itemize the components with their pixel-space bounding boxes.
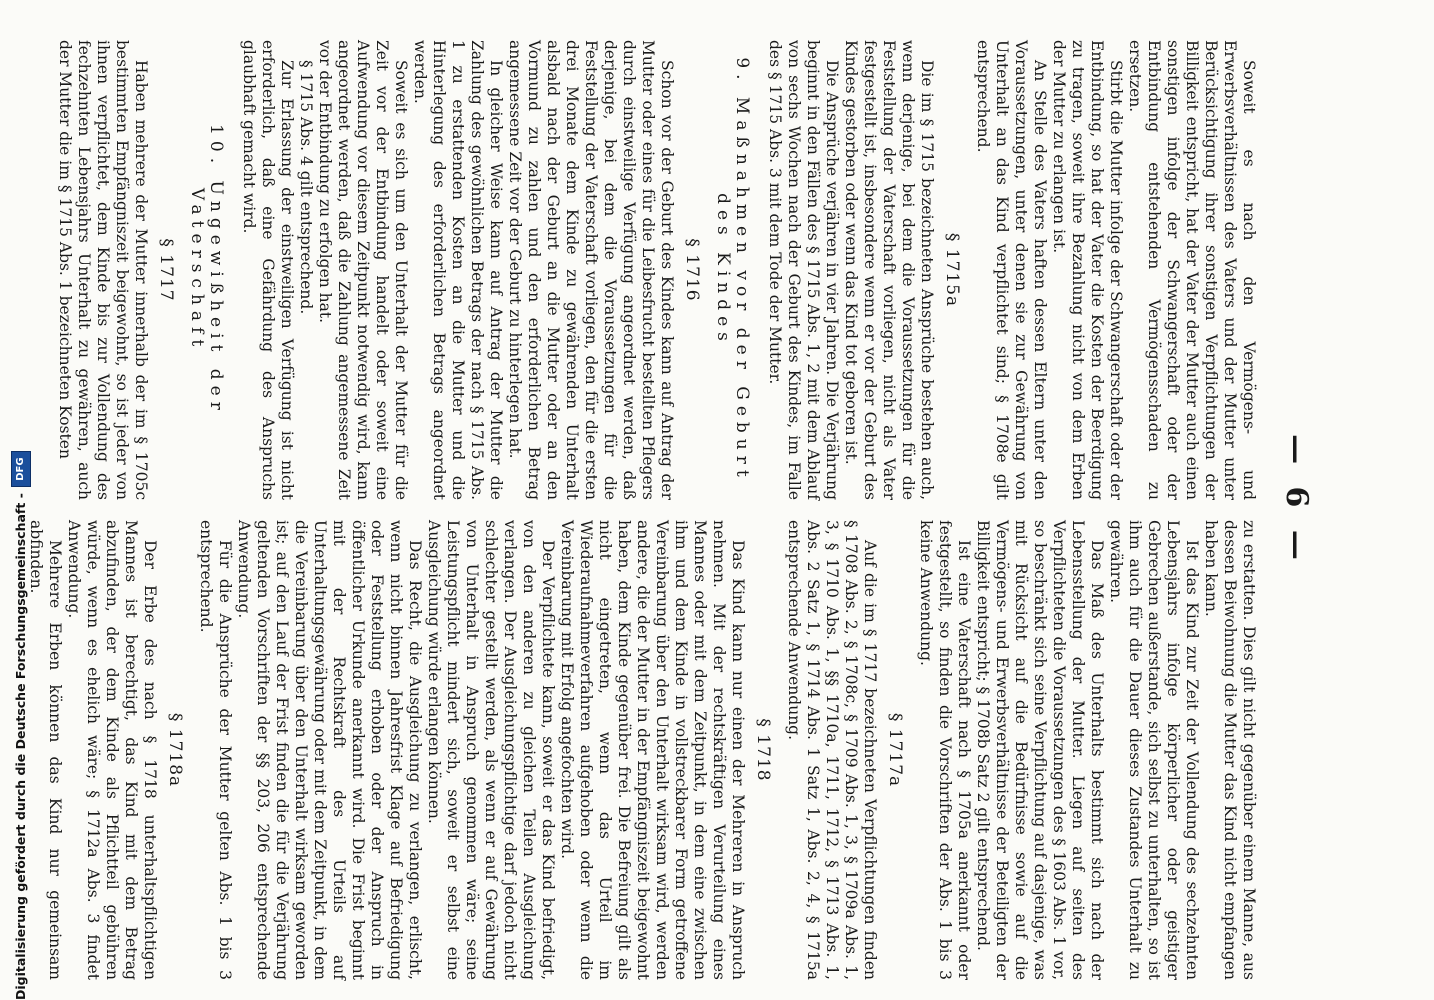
text-paragraph: Zur Erlassung der einstweiligen Verfügung ist nicht erforderlich, daß eine Gefährdung des Anspruchs glaubhaft gemacht wird. (240, 40, 296, 500)
paragraph-heading: § 1718a (165, 712, 185, 788)
paragraph-heading: § 1718 (753, 718, 773, 782)
digitization-credit-footer (8, 451, 34, 1000)
page-number: — 6 — (1279, 434, 1314, 566)
text-paragraph: Stirbt die Mutter infolge der Schwangerschaft oder der Entbindung, so hat der Vater die Kosten der Beerdigung zu tragen, soweit ihre Bezahlung nicht von dem Erben der Mutter zu erlangen ist. (1050, 40, 1125, 500)
paragraph-heading: § 1717a (885, 712, 905, 788)
text-paragraph: § 1715 Abs. 4 gilt entsprechend. (297, 60, 315, 315)
paragraph-heading: § 1717 (156, 238, 176, 302)
footer-credit-text: Digitalisierung gefördert durch die Deutsche Forschungsgemeinschaft - (13, 493, 28, 1000)
text-paragraph: Schon vor der Geburt des Kindes kann auf Antrag der Mutter oder eines für die Leibesfrucht bestellten Pflegers durch einstweilige Verfügung angeordnet werden, daß derjenige, bei dem die Voraussetzungen für die Feststellung der Vaterschaft vorliegen, den für die ersten drei Monate dem Kinde zu gewährenden Unterhalt alsbald nach der Geburt an die Mutter oder an den Vormund zu zahlen und den erforderlichen Betrag angemessene Zeit vor der Geburt zu hinterlegen hat. (506, 40, 676, 500)
left-text-column (58, 40, 1258, 500)
text-paragraph: Auf die im § 1717 bezeichneten Verpflichtungen finden § 1708 Abs. 2, § 1708c, § 1709 Abs. 1, 3, § 1709a Abs. 1, 3, § 1710 Abs. 1, §§ 1710a, 1711, 1712, § 1713 Abs. 1, Abs. 2 Satz 1, § 1714 Abs. 1 Satz 1, Abs. 2, 4, § 1715a entsprechende Anwendung. (785, 520, 879, 980)
paragraph-heading: § 1716 (682, 238, 702, 302)
text-paragraph: Der Verpflichtete kann, soweit er das Kind befriedigt, von den anderen zu gleichen Teilen Ausgleichung verlangen. Der Ausgleichungspflichtige darf jedoch nicht schlechter gestellt werden, als wenn er auf Gewährung von Unterhalt in Anspruch genommen wäre; seine Leistungspflicht mindert sich, soweit er selbst eine Ausgleichung würde erlangen können. (425, 520, 557, 980)
text-paragraph: Mehrere Erben können das Kind nur gemeinsam abfinden. (27, 520, 64, 980)
text-paragraph: Soweit es sich um den Unterhalt der Mutter für die Zeit vor der Entbindung handelt oder soweit eine Aufwendung vor diesem Zeitpunkt notwendig wird, kann angeordnet werden, daß die Zahlung angemessene Zeit vor der Entbindung zu erfolgen hat. (316, 40, 410, 500)
text-paragraph: Das Recht, die Ausgleichung zu verlangen, erlischt, wenn nicht binnen Jahresfrist Klage auf Befriedigung oder Feststellung erhoben oder der Anspruch in öffentlicher Urkunde anerkannt wird. Die Frist beginnt mit der Rechtskraft des Urteils auf Unterhaltungsgewährung oder mit dem Zeitpunkt, in dem die Vereinbarung über den Unterhalt wirksam geworden ist; auf den Lauf der Frist finden die für die Verjährung geltenden Vorschriften der §§ 203, 206 entsprechende Anwendung. (235, 520, 424, 980)
text-paragraph: Die im § 1715 bezeichneten Ansprüche bestehen auch, wenn derjenige, bei dem die Voraussetzungen für die Feststellung der Vaterschaft vorliegen, nicht als Vater festgestellt ist, insbesondere wenn er vor der Geburt des Kindes gestorben oder wenn das Kind tot geboren ist. (842, 40, 936, 500)
rotated-document-page (10, 0, 1350, 1000)
text-paragraph: Der Erbe des nach § 1718 unterhaltspflichtigen Mannes ist berechtigt, das Kind mit dem Betrag abzufinden, der dem Kinde als Pflichtteil gebühren würde, wenn es ehelich wäre; § 1712a Abs. 3 findet Anwendung. (65, 520, 159, 980)
right-text-column (27, 520, 1258, 980)
text-paragraph: Für die Ansprüche der Mutter gelten Abs. 1 bis 3 entsprechend. (197, 520, 234, 980)
dfg-logo: DFG (11, 451, 31, 487)
text-paragraph: In gleicher Weise kann auf Antrag der Mutter die Zahlung des gewöhnlichen Betrags der nach § 1715 Abs. 1 zu erstattenden Kosten an die Mutter und die Hinterlegung des erforderlichen Betrags angeordnet werden. (411, 40, 505, 500)
text-paragraph: An Stelle des Vaters haften dessen Eltern unter den Voraussetzungen, unter denen sie zur Gewährung von Unterhalt an das Kind verpflichtet sind; § 1708e gilt entsprechend. (974, 40, 1049, 500)
section-heading: 9. Maßnahmen vor der Geburt des Kindes (713, 57, 752, 483)
text-paragraph: Haben mehrere der Mutter innerhalb der im § 1705c bestimmten Empfängniszeit beigewohnt, so ist jeder von ihnen verpflichtet, dem Kinde bis zur Vollendung des fechzehnten Lebensjahrs Unterhalt zu gewähren, auch der Mutter die im § 1715 Abs. 1 bezeichneten Kosten (56, 40, 150, 500)
text-paragraph: zu erstatten. Dies gilt nicht gegenüber einem Manne, aus dessen Beiwohnung die Mutter das Kind nicht empfangen haben kann. (1202, 520, 1258, 980)
text-paragraph: Soweit es nach den Vermögens- und Erwerbsverhältnissen des Vaters und der Mutter unter Berücksichtigung ihrer sonstigen Verpflichtungen der Billigkeit entspricht, hat der Vater der Mutter auch einen sonstigen infolge der Schwangerschaft oder der Entbindung entstehenden Vermögensschaden zu ersetzen. (1126, 40, 1258, 500)
section-heading: 10. Ungewißheit der Vaterschaft (187, 124, 226, 416)
text-paragraph: Ist das Kind zur Zeit der Vollendung des sechzehnten Lebensjahrs infolge körperlicher oder geistiger Gebrechen außerstande, sich selbst zu unterhalten, so ist ihm auch für die Dauer dieses Zustandes Unterhalt zu gewähren. (1107, 520, 1201, 980)
text-paragraph: Ist eine Vaterschaft nach § 1705a anerkannt oder festgestellt, so finden die Vorschriften der Abs. 1 bis 3 keine Anwendung. (917, 520, 973, 980)
text-paragraph: Das Kind kann nur einen der Mehreren in Anspruch nehmen. Mit der rechtskräftigen Verurteilung eines Mannes oder mit dem Zeitpunkt, in dem eine zwischen ihm und dem Kinde in vollstreckbarer Form getroffene Vereinbarung über den Unterhalt wirksam wird, werden andere, die der Mutter in der Empfängniszeit beigewohnt haben, dem Kinde gegenüber frei. Die Befreiung gilt als nicht eingetreten, wenn das Urteil im Wiederaufnahmeverfahren aufgehoben oder wenn die Vereinbarung mit Erfolg angefochten wird. (558, 520, 747, 980)
text-paragraph: Das Maß des Unterhalts bestimmt sich nach der Lebensstellung der Mutter. Liegen auf seiten des Verpflichteten die Voraussetzungen des § 1603 Abs. 1 vor, so beschränkt sich seine Verpflichtung auf dasjenige, was mit Rücksicht auf die Bedürfnisse sowie auf die Vermögens- und Erwerbsverhältnisse der Beteiligten der Billigkeit entspricht; § 1708b Satz 2 gilt entsprechend. (974, 520, 1106, 980)
paragraph-heading: § 1715a (942, 232, 962, 308)
text-paragraph: Die Ansprüche verjähren in vier Jahren. Die Verjährung beginnt in den Fällen des § 1715 Abs. 1, 2 mit dem Ablauf von sechs Wochen nach der Geburt des Kindes, im Falle des § 1715 Abs. 3 mit dem Tode der Mutter. (766, 40, 841, 500)
